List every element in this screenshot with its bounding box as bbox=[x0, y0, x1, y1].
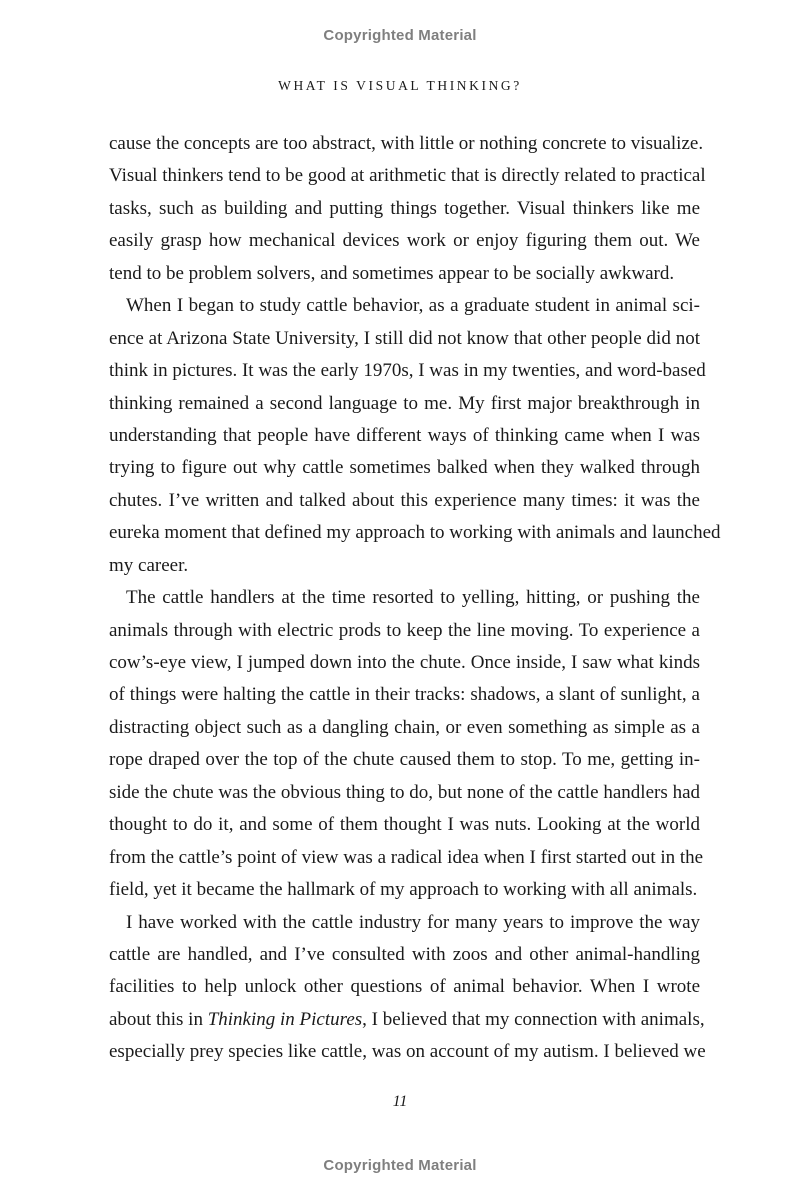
text-line: animals through with electric prods to keep the line moving. To experience a bbox=[109, 619, 700, 641]
text-line: tend to be problem solvers, and sometimes appear to be socially awkward. bbox=[109, 262, 675, 284]
text-line: especially prey species like cattle, was on account of my autism. I believed we bbox=[109, 1041, 706, 1063]
text-line: cause the concepts are too abstract, with little or nothing concrete to visualize. bbox=[109, 133, 704, 154]
text-line: thought to do it, and some of them thought I was nuts. Looking at the world bbox=[109, 814, 700, 836]
paragraph-1 bbox=[109, 128, 706, 290]
text-line: thinking remained a second language to me. My first major breakthrough in bbox=[109, 392, 700, 414]
text-line: my career. bbox=[109, 554, 189, 576]
text-line: cow’s-eye view, I jumped down into the chute. Once inside, I saw what kinds bbox=[109, 652, 700, 673]
text-fragment: , I believed that my connection with animals, bbox=[362, 1008, 705, 1030]
paragraph-3 bbox=[109, 582, 704, 906]
text-line: rope draped over the top of the chute caused them to stop. To me, getting in- bbox=[109, 749, 700, 771]
text-line: distracting object such as a dangling chain, or even something as simple as a bbox=[109, 716, 700, 738]
text-line: facilities to help unlock other questions of animal behavior. When I wrote bbox=[109, 976, 700, 998]
text-line: of things were halting the cattle in their tracks: shadows, a slant of sunlight, a bbox=[109, 684, 700, 706]
running-head: WHAT IS VISUAL THINKING? bbox=[278, 78, 522, 93]
book-title: Thinking in Pictures bbox=[207, 1008, 363, 1030]
text-line: Visual thinkers tend to be good at arithmetic that is directly related to practical bbox=[109, 165, 706, 187]
copyright-watermark-top: Copyrighted Material bbox=[323, 27, 477, 44]
text-line: field, yet it became the hallmark of my approach to working with all animals. bbox=[109, 879, 698, 901]
text-line: cattle are handled, and I’ve consulted with zoos and other animal-handling bbox=[109, 943, 700, 965]
text-line: side the chute was the obvious thing to do, but none of the cattle handlers had bbox=[109, 781, 700, 803]
text-line: easily grasp how mechanical devices work or enjoy figuring them out. We bbox=[109, 230, 700, 252]
text-line: from the cattle’s point of view was a radical idea when I first started out in the bbox=[109, 846, 704, 868]
paragraph-4 bbox=[109, 907, 706, 1069]
text-line: think in pictures. It was the early 1970s, I was in my twenties, and word-based bbox=[109, 360, 706, 382]
text-line: eureka moment that defined my approach to working with animals and launched bbox=[109, 522, 721, 544]
paragraph-2 bbox=[109, 290, 721, 582]
page-number: 11 bbox=[392, 1093, 408, 1110]
text-line: ence at Arizona State University, I still did not know that other people did not bbox=[109, 327, 700, 349]
text-fragment: about this in bbox=[109, 1008, 208, 1030]
body-text bbox=[109, 128, 721, 1069]
text-line: I have worked with the cattle industry for many years to improve the way bbox=[126, 911, 700, 933]
text-line: The cattle handlers at the time resorted to yelling, hitting, or pushing the bbox=[126, 587, 700, 609]
copyright-watermark-bottom: Copyrighted Material bbox=[323, 1157, 477, 1174]
text-line: tasks, such as building and putting things together. Visual thinkers like me bbox=[109, 197, 700, 219]
text-line-with-book-title bbox=[109, 1004, 705, 1036]
text-line: understanding that people have different ways of thinking came when I was bbox=[109, 424, 700, 446]
text-line: trying to figure out why cattle sometimes balked when they walked through bbox=[109, 457, 700, 479]
text-line: chutes. I’ve written and talked about this experience many times: it was the bbox=[109, 489, 700, 511]
text-line: When I began to study cattle behavior, as a graduate student in animal sci- bbox=[126, 295, 700, 317]
